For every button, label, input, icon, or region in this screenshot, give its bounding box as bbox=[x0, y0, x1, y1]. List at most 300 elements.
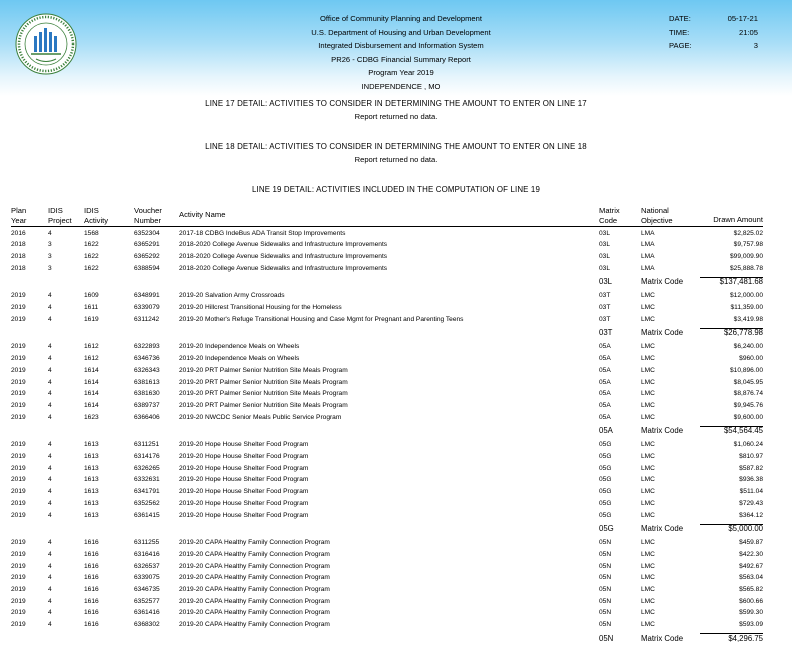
cell-matrix-code: 03T bbox=[599, 304, 611, 311]
cell-matrix-code: 05G bbox=[599, 464, 612, 472]
cell-idis-activity: 1614 bbox=[84, 366, 99, 374]
cell-matrix-code: 03T bbox=[599, 315, 611, 323]
cell-plan-year: 2019 bbox=[11, 499, 26, 507]
cell-plan-year: 2019 bbox=[11, 597, 26, 605]
cell-plan-year: 2019 bbox=[11, 464, 26, 472]
table-row bbox=[0, 241, 792, 253]
cell-drawn-amount: $459.87 bbox=[739, 539, 763, 547]
cell-activity-name: 2018-2020 College Avenue Sidewalks and Infrastructure Improvements bbox=[179, 264, 388, 272]
cell-activity-name: 2018-2020 College Avenue Sidewalks and Infrastructure Improvements bbox=[179, 252, 388, 260]
cell-voucher-number: 6341791 bbox=[134, 488, 160, 496]
cell-activity-name: 2019-20 Hope House Shelter Food Program bbox=[179, 511, 309, 519]
cell-drawn-amount: $99,009.90 bbox=[729, 252, 763, 260]
cell-matrix-code: 05G bbox=[599, 488, 612, 496]
subtotal-amount: $4,296.75 bbox=[728, 633, 763, 643]
cell-idis-project: 4 bbox=[48, 304, 52, 311]
table-header-rule bbox=[11, 226, 763, 227]
cell-plan-year: 2019 bbox=[11, 304, 26, 311]
cell-drawn-amount: $563.04 bbox=[739, 574, 763, 582]
cell-idis-activity: 1622 bbox=[84, 252, 99, 260]
cell-matrix-code: 05A bbox=[599, 390, 611, 398]
col-matrix-line1: Matrix bbox=[599, 206, 620, 215]
cell-national-objective: LMC bbox=[641, 390, 655, 398]
cell-idis-project: 4 bbox=[48, 401, 52, 409]
cell-voucher-number: 6381630 bbox=[134, 390, 160, 398]
cell-drawn-amount: $422.30 bbox=[739, 550, 763, 558]
cell-matrix-code: 05N bbox=[599, 586, 612, 593]
cell-voucher-number: 6339079 bbox=[134, 304, 160, 311]
cell-drawn-amount: $11,359.00 bbox=[730, 304, 763, 311]
col-voucher-line1: Voucher bbox=[134, 206, 162, 215]
cell-idis-activity: 1616 bbox=[84, 550, 99, 558]
cell-matrix-code: 03L bbox=[599, 241, 611, 249]
cell-idis-project: 3 bbox=[48, 264, 52, 272]
cell-activity-name: 2019-20 Salvation Army Crossroads bbox=[179, 292, 285, 300]
subtotal-matrix-code: 05G bbox=[599, 524, 614, 534]
cell-activity-name: 2019-20 Hope House Shelter Food Program bbox=[179, 464, 309, 472]
cell-activity-name: 2017-18 CDBG IndeBus ADA Transit Stop Improvements bbox=[179, 229, 346, 237]
cell-national-objective: LMC bbox=[641, 609, 655, 617]
cell-voucher-number: 6316416 bbox=[134, 550, 160, 558]
cell-drawn-amount: $2,825.02 bbox=[733, 229, 763, 237]
cell-national-objective: LMA bbox=[641, 264, 655, 272]
cell-activity-name: 2019-20 NWCDC Senior Meals Public Service Program bbox=[179, 413, 342, 421]
cell-idis-project: 4 bbox=[48, 390, 52, 398]
cell-matrix-code: 03L bbox=[599, 229, 611, 237]
cell-plan-year: 2019 bbox=[11, 539, 26, 547]
cell-idis-project: 4 bbox=[48, 343, 52, 351]
cell-matrix-code: 05A bbox=[599, 378, 611, 386]
table-row bbox=[0, 265, 792, 277]
cell-drawn-amount: $8,045.95 bbox=[733, 378, 763, 386]
cell-matrix-code: 05A bbox=[599, 355, 611, 363]
cell-national-objective: LMC bbox=[641, 453, 655, 460]
cell-idis-project: 4 bbox=[48, 539, 52, 547]
cell-national-objective: LMC bbox=[641, 343, 655, 351]
table-row bbox=[0, 390, 792, 402]
cell-activity-name: 2019-20 CAPA Healthy Family Connection Program bbox=[179, 621, 330, 629]
cell-idis-project: 4 bbox=[48, 609, 52, 617]
subtotal-label: Matrix Code bbox=[641, 426, 684, 436]
table-row bbox=[0, 253, 792, 265]
col-matrix-code bbox=[599, 206, 620, 225]
table-row bbox=[0, 230, 792, 242]
table-row bbox=[0, 500, 792, 512]
table-row bbox=[0, 441, 792, 453]
cell-national-objective: LMC bbox=[641, 488, 655, 496]
header-meta-labels bbox=[669, 12, 692, 53]
table-row bbox=[0, 563, 792, 575]
cell-idis-activity: 1616 bbox=[84, 539, 99, 547]
cell-drawn-amount: $9,757.98 bbox=[733, 241, 763, 249]
header-line-office: Office of Community Planning and Development bbox=[320, 14, 482, 23]
cell-plan-year: 2016 bbox=[11, 229, 26, 237]
table-row bbox=[0, 453, 792, 465]
cell-matrix-code: 05G bbox=[599, 476, 612, 484]
cell-national-objective: LMC bbox=[641, 574, 655, 582]
subtotal-matrix-code: 03T bbox=[599, 328, 613, 338]
cell-plan-year: 2018 bbox=[11, 241, 26, 249]
cell-plan-year: 2019 bbox=[11, 390, 26, 398]
cell-matrix-code: 05A bbox=[599, 401, 611, 409]
cell-voucher-number: 6311242 bbox=[134, 315, 160, 323]
cell-plan-year: 2018 bbox=[11, 252, 26, 260]
col-idis-project-line2: Project bbox=[48, 215, 72, 225]
cell-idis-activity: 1616 bbox=[84, 609, 99, 617]
cell-national-objective: LMC bbox=[641, 562, 655, 570]
cell-plan-year: 2019 bbox=[11, 476, 26, 484]
cell-national-objective: LMC bbox=[641, 464, 655, 472]
col-idis-project-line1: IDIS bbox=[48, 206, 63, 215]
subtotal-amount: $137,481.68 bbox=[719, 277, 763, 287]
cell-drawn-amount: $936.38 bbox=[739, 476, 763, 484]
cell-activity-name: 2019-20 Independence Meals on Wheels bbox=[179, 355, 300, 363]
cell-plan-year: 2019 bbox=[11, 488, 26, 496]
cell-plan-year: 2019 bbox=[11, 609, 26, 617]
cell-idis-activity: 1613 bbox=[84, 499, 99, 507]
cell-national-objective: LMA bbox=[641, 229, 655, 237]
cell-drawn-amount: $3,419.98 bbox=[733, 315, 763, 323]
cell-idis-project: 4 bbox=[48, 476, 52, 484]
col-objective-line1: National bbox=[641, 206, 669, 215]
cell-plan-year: 2019 bbox=[11, 355, 26, 363]
cell-activity-name: 2019-20 PRT Palmer Senior Nutrition Site Meals Program bbox=[179, 378, 348, 386]
cell-matrix-code: 05N bbox=[599, 609, 612, 617]
cell-plan-year: 2019 bbox=[11, 343, 26, 351]
cell-matrix-code: 03T bbox=[599, 292, 611, 300]
subtotal-row bbox=[0, 328, 792, 340]
cell-voucher-number: 6348991 bbox=[134, 292, 160, 300]
cell-idis-project: 4 bbox=[48, 550, 52, 558]
cell-idis-activity: 1613 bbox=[84, 441, 99, 449]
cell-idis-activity: 1619 bbox=[84, 315, 99, 323]
col-matrix-line2: Code bbox=[599, 215, 618, 225]
cell-idis-project: 3 bbox=[48, 252, 52, 260]
cell-matrix-code: 05N bbox=[599, 621, 612, 629]
cell-voucher-number: 6339075 bbox=[134, 574, 160, 582]
cell-activity-name: 2019-20 CAPA Healthy Family Connection Program bbox=[179, 550, 330, 558]
cell-voucher-number: 6346736 bbox=[134, 355, 160, 363]
cell-idis-project: 4 bbox=[48, 229, 52, 237]
table-row bbox=[0, 304, 792, 316]
cell-voucher-number: 6326537 bbox=[134, 562, 160, 570]
cell-idis-activity: 1613 bbox=[84, 476, 99, 484]
subtotal-matrix-code: 05N bbox=[599, 633, 614, 643]
table-row bbox=[0, 512, 792, 524]
cell-voucher-number: 6368302 bbox=[134, 621, 160, 629]
cell-matrix-code: 05N bbox=[599, 597, 612, 605]
line17-title: LINE 17 DETAIL: ACTIVITIES TO CONSIDER IN DETERMINING THE AMOUNT TO ENTER ON LINE 17 bbox=[205, 99, 587, 108]
cell-national-objective: LMC bbox=[641, 292, 655, 300]
table-row bbox=[0, 539, 792, 551]
subtotal-row bbox=[0, 426, 792, 438]
cell-matrix-code: 05A bbox=[599, 343, 611, 351]
cell-drawn-amount: $12,000.00 bbox=[729, 292, 763, 300]
cell-drawn-amount: $6,240.00 bbox=[733, 343, 763, 351]
cell-activity-name: 2019-20 Mother's Refuge Transitional Housing and Case Mgmt for Pregnant and Parenting Teens bbox=[179, 315, 464, 323]
cell-voucher-number: 6346735 bbox=[134, 586, 160, 593]
time-label: TIME: bbox=[669, 27, 690, 37]
cell-national-objective: LMC bbox=[641, 621, 655, 629]
cell-voucher-number: 6389737 bbox=[134, 401, 160, 409]
report-header-lines bbox=[230, 12, 572, 93]
table-row bbox=[0, 292, 792, 304]
cell-voucher-number: 6365291 bbox=[134, 241, 160, 249]
cell-drawn-amount: $587.82 bbox=[739, 464, 763, 472]
cell-drawn-amount: $511.04 bbox=[739, 488, 763, 496]
cell-national-objective: LMC bbox=[641, 366, 655, 374]
subtotal-label: Matrix Code bbox=[641, 524, 684, 534]
cell-idis-project: 4 bbox=[48, 441, 52, 449]
table-row bbox=[0, 586, 792, 598]
cell-activity-name: 2019-20 PRT Palmer Senior Nutrition Site Meals Program bbox=[179, 401, 348, 409]
time-value: 21:05 bbox=[738, 27, 758, 37]
cell-idis-project: 4 bbox=[48, 499, 52, 507]
subtotal-amount: $54,564.45 bbox=[723, 426, 763, 436]
cell-idis-activity: 1612 bbox=[84, 343, 99, 351]
date-label: DATE: bbox=[669, 14, 691, 23]
cell-voucher-number: 6365292 bbox=[134, 252, 160, 260]
cell-drawn-amount: $492.67 bbox=[739, 562, 763, 570]
cell-activity-name: 2019-20 Hope House Shelter Food Program bbox=[179, 453, 309, 460]
cell-voucher-number: 6311251 bbox=[134, 441, 160, 449]
cell-national-objective: LMC bbox=[641, 476, 655, 484]
cell-idis-activity: 1614 bbox=[84, 390, 99, 398]
cell-idis-activity: 1612 bbox=[84, 355, 99, 363]
col-national-objective bbox=[641, 206, 673, 225]
cell-plan-year: 2019 bbox=[11, 511, 26, 519]
cell-plan-year: 2019 bbox=[11, 574, 26, 582]
cell-idis-project: 4 bbox=[48, 597, 52, 605]
cell-drawn-amount: $9,600.00 bbox=[733, 413, 763, 421]
cell-voucher-number: 6326343 bbox=[134, 366, 160, 374]
cell-activity-name: 2019-20 Hope House Shelter Food Program bbox=[179, 476, 309, 484]
table-row bbox=[0, 488, 792, 500]
cell-idis-project: 4 bbox=[48, 366, 52, 374]
cell-matrix-code: 05G bbox=[599, 441, 612, 449]
cell-national-objective: LMC bbox=[641, 315, 655, 323]
cell-idis-activity: 1568 bbox=[84, 229, 99, 237]
cell-drawn-amount: $10,896.00 bbox=[729, 366, 763, 374]
col-idis-activity bbox=[84, 206, 108, 225]
col-activity-name: Activity Name bbox=[179, 210, 226, 219]
cell-matrix-code: 03L bbox=[599, 264, 611, 272]
table-row bbox=[0, 379, 792, 391]
cell-idis-activity: 1611 bbox=[84, 304, 99, 311]
table-row bbox=[0, 476, 792, 488]
table-row bbox=[0, 551, 792, 563]
header-line-grantee: INDEPENDENCE , MO bbox=[361, 81, 441, 91]
header-line-system: Integrated Disbursement and Information System bbox=[318, 41, 484, 50]
cell-national-objective: LMC bbox=[641, 413, 655, 421]
cell-idis-activity: 1623 bbox=[84, 413, 99, 421]
cell-idis-project: 4 bbox=[48, 488, 52, 496]
cell-idis-activity: 1616 bbox=[84, 586, 99, 593]
col-drawn-amount: Drawn Amount bbox=[713, 215, 763, 224]
cell-activity-name: 2019-20 PRT Palmer Senior Nutrition Site Meals Program bbox=[179, 390, 348, 398]
cell-activity-name: 2019-20 Independence Meals on Wheels bbox=[179, 343, 300, 351]
cell-voucher-number: 6332631 bbox=[134, 476, 160, 484]
cell-voucher-number: 6352304 bbox=[134, 229, 160, 237]
col-voucher-number bbox=[134, 206, 162, 225]
cell-activity-name: 2019-20 PRT Palmer Senior Nutrition Site Meals Program bbox=[179, 366, 348, 374]
cell-matrix-code: 05N bbox=[599, 562, 612, 570]
cell-matrix-code: 05A bbox=[599, 413, 611, 421]
cell-drawn-amount: $9,945.76 bbox=[733, 401, 763, 409]
table-row bbox=[0, 316, 792, 328]
line18-no-data: Report returned no data. bbox=[354, 155, 438, 164]
cell-plan-year: 2019 bbox=[11, 550, 26, 558]
cell-idis-project: 4 bbox=[48, 621, 52, 629]
cell-idis-project: 4 bbox=[48, 378, 52, 386]
cell-drawn-amount: $729.43 bbox=[739, 499, 763, 507]
cell-matrix-code: 05N bbox=[599, 550, 612, 558]
header-meta-values bbox=[710, 12, 758, 53]
cell-activity-name: 2019-20 CAPA Healthy Family Connection Program bbox=[179, 574, 330, 582]
cell-activity-name: 2019-20 Hillcrest Transitional Housing for the Homeless bbox=[179, 304, 342, 311]
cell-plan-year: 2019 bbox=[11, 586, 26, 593]
cell-matrix-code: 05N bbox=[599, 574, 612, 582]
cell-idis-project: 3 bbox=[48, 241, 52, 249]
col-plan-year-line1: Plan bbox=[11, 206, 27, 215]
table-row bbox=[0, 343, 792, 355]
cell-national-objective: LMC bbox=[641, 597, 655, 605]
subtotal-amount: $26,778.98 bbox=[723, 328, 763, 338]
cell-matrix-code: 05G bbox=[599, 499, 612, 507]
cell-national-objective: LMC bbox=[641, 539, 655, 547]
col-voucher-line2: Number bbox=[134, 215, 162, 225]
cell-activity-name: 2019-20 CAPA Healthy Family Connection Program bbox=[179, 609, 330, 617]
cell-plan-year: 2019 bbox=[11, 366, 26, 374]
line17-no-data: Report returned no data. bbox=[354, 112, 438, 121]
cell-voucher-number: 6322893 bbox=[134, 343, 160, 351]
cell-matrix-code: 05A bbox=[599, 366, 611, 374]
cell-idis-activity: 1613 bbox=[84, 488, 99, 496]
cell-idis-activity: 1616 bbox=[84, 574, 99, 582]
cell-plan-year: 2019 bbox=[11, 562, 26, 570]
table-row bbox=[0, 574, 792, 586]
cell-plan-year: 2019 bbox=[11, 401, 26, 409]
cell-idis-project: 4 bbox=[48, 464, 52, 472]
cell-plan-year: 2019 bbox=[11, 621, 26, 629]
cell-drawn-amount: $599.30 bbox=[739, 609, 763, 617]
table-row bbox=[0, 402, 792, 414]
cell-idis-activity: 1613 bbox=[84, 511, 99, 519]
cell-idis-activity: 1616 bbox=[84, 562, 99, 570]
cell-matrix-code: 05G bbox=[599, 453, 612, 460]
subtotal-matrix-code: 05A bbox=[599, 426, 613, 436]
header-line-program-year: Program Year 2019 bbox=[368, 68, 434, 77]
cell-national-objective: LMC bbox=[641, 586, 655, 593]
subtotal-row bbox=[0, 524, 792, 536]
subtotal-label: Matrix Code bbox=[641, 328, 684, 338]
cell-voucher-number: 6311255 bbox=[134, 539, 160, 547]
table-row bbox=[0, 598, 792, 610]
cell-plan-year: 2019 bbox=[11, 441, 26, 449]
subtotal-label: Matrix Code bbox=[641, 277, 684, 287]
cell-national-objective: LMC bbox=[641, 355, 655, 363]
cell-plan-year: 2019 bbox=[11, 315, 26, 323]
cell-idis-project: 4 bbox=[48, 574, 52, 582]
cell-activity-name: 2019-20 CAPA Healthy Family Connection Program bbox=[179, 597, 330, 605]
col-idis-activity-line2: Activity bbox=[84, 215, 109, 225]
cell-voucher-number: 6326265 bbox=[134, 464, 160, 472]
cell-drawn-amount: $364.12 bbox=[739, 511, 763, 519]
cell-idis-activity: 1622 bbox=[84, 264, 99, 272]
cell-drawn-amount: $25,888.78 bbox=[729, 264, 763, 272]
cell-activity-name: 2019-20 Hope House Shelter Food Program bbox=[179, 441, 309, 449]
col-objective-line2: Objective bbox=[641, 215, 673, 225]
cell-plan-year: 2019 bbox=[11, 292, 26, 300]
cell-activity-name: 2019-20 Hope House Shelter Food Program bbox=[179, 488, 309, 496]
cell-national-objective: LMA bbox=[641, 241, 655, 249]
col-idis-activity-line1: IDIS bbox=[84, 206, 99, 215]
subtotal-amount: $5,000.00 bbox=[728, 524, 763, 534]
col-idis-project bbox=[48, 206, 72, 225]
cell-national-objective: LMC bbox=[641, 304, 655, 311]
col-plan-year bbox=[11, 206, 26, 225]
cell-voucher-number: 6352577 bbox=[134, 597, 160, 605]
table-row bbox=[0, 609, 792, 621]
report-header-band bbox=[0, 0, 792, 96]
header-line-department: U.S. Department of Housing and Urban Development bbox=[311, 27, 491, 37]
subtotal-label: Matrix Code bbox=[641, 633, 684, 643]
cell-voucher-number: 6361416 bbox=[134, 609, 160, 617]
cell-national-objective: LMC bbox=[641, 441, 655, 449]
cell-drawn-amount: $565.82 bbox=[739, 586, 763, 593]
cell-plan-year: 2019 bbox=[11, 378, 26, 386]
cell-activity-name: 2019-20 Hope House Shelter Food Program bbox=[179, 499, 309, 507]
line18-title: LINE 18 DETAIL: ACTIVITIES TO CONSIDER IN DETERMINING THE AMOUNT TO ENTER ON LINE 18 bbox=[205, 142, 587, 151]
subtotal-matrix-code: 03L bbox=[599, 277, 613, 287]
cell-activity-name: 2019-20 CAPA Healthy Family Connection Program bbox=[179, 539, 330, 547]
table-row bbox=[0, 465, 792, 477]
cell-national-objective: LMC bbox=[641, 550, 655, 558]
cell-idis-project: 4 bbox=[48, 586, 52, 593]
cell-plan-year: 2019 bbox=[11, 413, 26, 421]
cell-activity-name: 2019-20 CAPA Healthy Family Connection Program bbox=[179, 562, 330, 570]
cell-matrix-code: 05N bbox=[599, 539, 612, 547]
table-row bbox=[0, 367, 792, 379]
cell-national-objective: LMC bbox=[641, 401, 655, 409]
cell-idis-activity: 1609 bbox=[84, 292, 99, 300]
cell-drawn-amount: $960.00 bbox=[739, 355, 763, 363]
cell-voucher-number: 6366406 bbox=[134, 413, 160, 421]
cell-idis-activity: 1614 bbox=[84, 378, 99, 386]
col-plan-year-line2: Year bbox=[11, 215, 27, 225]
cell-idis-project: 4 bbox=[48, 292, 52, 300]
cell-idis-project: 4 bbox=[48, 355, 52, 363]
cell-idis-project: 4 bbox=[48, 562, 52, 570]
cell-voucher-number: 6388594 bbox=[134, 264, 160, 272]
subtotal-row bbox=[0, 277, 792, 289]
cell-drawn-amount: $8,876.74 bbox=[733, 390, 763, 398]
cell-voucher-number: 6314176 bbox=[134, 453, 160, 460]
cell-national-objective: LMC bbox=[641, 499, 655, 507]
cell-voucher-number: 6381613 bbox=[134, 378, 160, 386]
cell-idis-activity: 1613 bbox=[84, 464, 99, 472]
cell-voucher-number: 6361415 bbox=[134, 511, 160, 519]
cell-drawn-amount: $810.97 bbox=[739, 453, 763, 460]
cell-plan-year: 2018 bbox=[11, 264, 26, 272]
cell-drawn-amount: $593.09 bbox=[739, 621, 763, 629]
cell-idis-project: 4 bbox=[48, 453, 52, 460]
cell-activity-name: 2018-2020 College Avenue Sidewalks and Infrastructure Improvements bbox=[179, 241, 388, 249]
cell-national-objective: LMC bbox=[641, 511, 655, 519]
cell-matrix-code: 03L bbox=[599, 252, 611, 260]
table-row bbox=[0, 355, 792, 367]
header-line-report-name: PR26 - CDBG Financial Summary Report bbox=[331, 54, 471, 64]
